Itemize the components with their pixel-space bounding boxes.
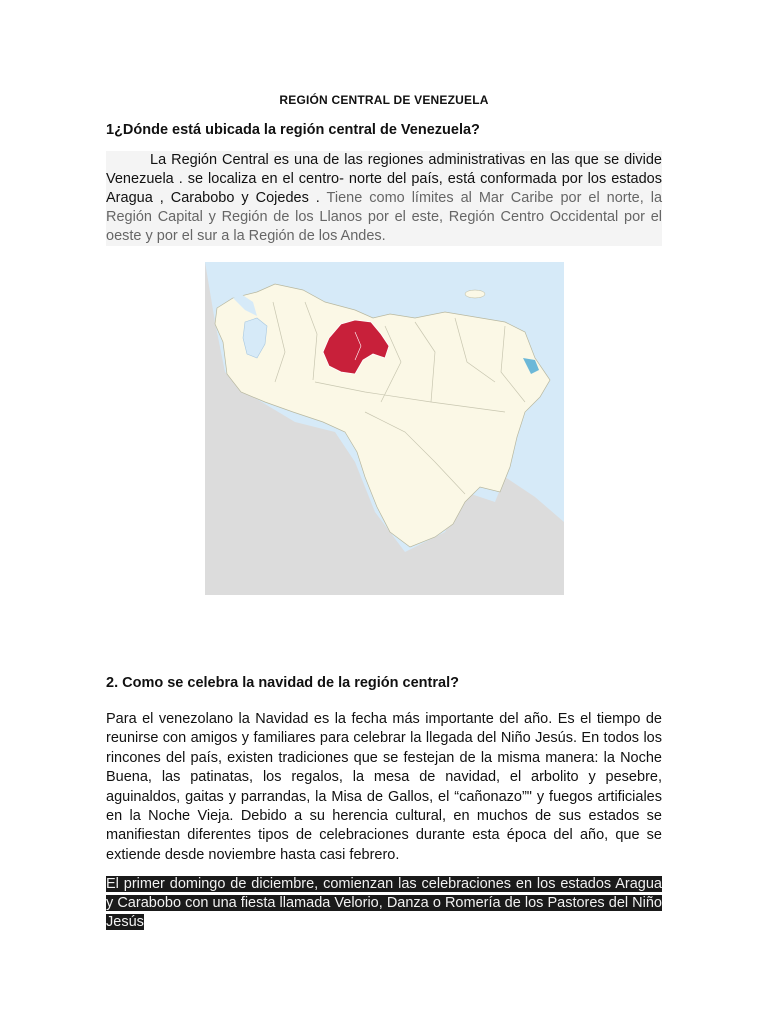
paragraph-1-text: La Región Central es una de las regiones administrativas en las que se divide Venezuela . se localiza en el centro- norte del país, está conformada por los estados Aragua , Carabobo y Cojedes .: [106, 152, 662, 206]
paragraph-1-gray-text: Tiene como límites al Mar Caribe por el norte, la Región Capital y Región de los Llanos por el este, Región Centro Occidental por el oeste y por el sur a la Región de los Andes.: [106, 190, 663, 244]
question-1-heading: 1¿Dónde está ubicada la región central de Venezuela?: [106, 122, 480, 138]
paragraph-3-highlighted: [106, 875, 662, 933]
document-title: REGIÓN CENTRAL DE VENEZUELA: [279, 93, 489, 107]
venezuela-map: [205, 262, 564, 595]
paragraph-2: Para el venezolano la Navidad es la fecha más importante del año. Es el tiempo de reunirse con amigos y familiares para celebrar la llegada del Niño Jesús. En todos los rincones del país, existen tradiciones que se festejan de la misma manera: la Noche Buena, las patinatas, los regalos, la mesa de navidad, el arbolito y pesebre, aguinaldos, gaitas y parrandas, la Misa de Gallos, el “cañonazo”" y fuegos artificiales en la Noche Vieja. Debido a su herencia cultural, en muchos de sus estados se manifiestan diferentes tipos de celebraciones durante esta época del año, que se extiende desde noviembre hasta casi febrero.: [106, 711, 662, 863]
paragraph-1: [106, 151, 662, 246]
paragraph-3-text: El primer domingo de diciembre, comienzan las celebraciones en los estados Aragua y Carabobo con una fiesta llamada Velorio, Danza o Romería de los Pastores del Niño Jesús: [106, 876, 662, 931]
question-2-heading: 2. Como se celebra la navidad de la región central?: [106, 675, 459, 691]
margarita-island: [465, 290, 485, 298]
